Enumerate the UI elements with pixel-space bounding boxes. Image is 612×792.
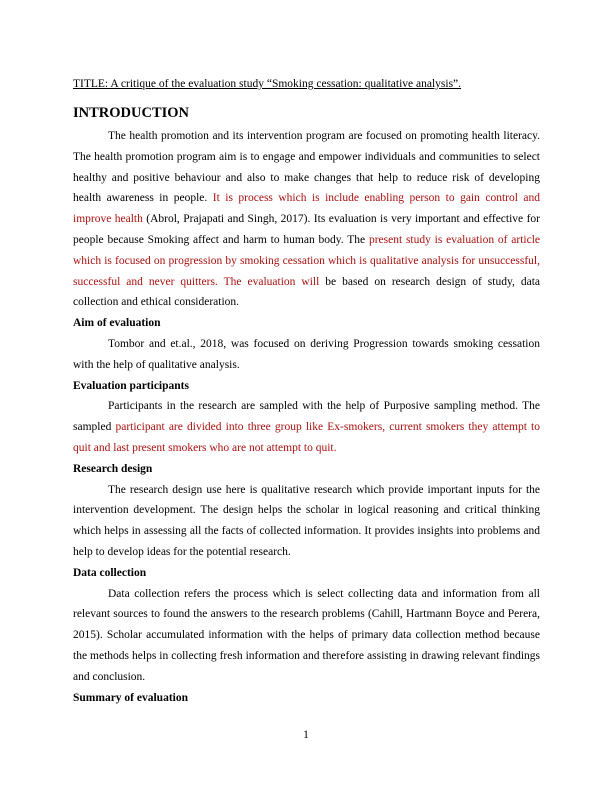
participants-text: Participants in the research are sampled with the help of Purposive sampling method. The sampled bbox=[73, 400, 540, 434]
collection-heading: Data collection bbox=[73, 566, 147, 579]
summary-heading: Summary of evaluation bbox=[73, 691, 188, 704]
aim-heading: Aim of evaluation bbox=[73, 317, 161, 330]
page-number: 1 bbox=[303, 729, 309, 741]
document-title: TITLE: A critique of the evaluation study “Smoking cessation: qualitative analysis”. bbox=[73, 78, 462, 90]
intro-text-1: The health promotion and its intervention program are focused on promoting health literacy. The health promotion program aim is to engage and empower individuals and communities to select healthy and positive behaviour and also to make changes that help to reduce risk of developing health awareness in people. bbox=[73, 130, 540, 205]
design-paragraph: The research design use here is qualitative research which provide important inputs for the intervention development. The design helps the scholar in logical reasoning and critical thinking which helps in assessing all the facts of collected information. It provides insights into problems and help to develop ideas for the potential research. bbox=[73, 483, 540, 558]
participants-paragraph bbox=[73, 396, 540, 458]
introduction-heading: INTRODUCTION bbox=[73, 105, 190, 121]
aim-paragraph: Tombor and et.al., 2018, was focused on deriving Progression towards smoking cessation with the help of qualitative analysis. bbox=[73, 337, 540, 371]
collection-paragraph: Data collection refers the process which is select collecting data and information from all relevant sources to found the answers to the research problems (Cahill, Hartmann Boyce and Perera, 2015). Scholar accumulated information with the helps of primary data collection method because the methods helps in collecting fresh information and therefore assisting in drawing relevant findings and conclusion. bbox=[73, 587, 540, 683]
design-heading: Research design bbox=[73, 462, 153, 475]
intro-highlight-2: present study is evaluation of article which is focused on progression by smoking cessation which is qualitative analysis for unsuccessful, successful and never quitters. The evaluation will bbox=[73, 233, 540, 288]
participants-heading: Evaluation participants bbox=[73, 379, 189, 392]
introduction-paragraph bbox=[73, 126, 540, 313]
intro-text-3: be based on research design of study, data collection and ethical consideration. bbox=[73, 275, 540, 309]
participants-highlight: participant are divided into three group like Ex-smokers, current smokers they attempt to quit and last present smokers who are not attempt to quit. bbox=[73, 421, 540, 454]
intro-text-2: (Abrol, Prajapati and Singh, 2017). Its evaluation is very important and effective for people because Smoking affect and harm to human body. The bbox=[73, 213, 540, 246]
intro-highlight-1: It is process which is include enabling person to gain control and improve health bbox=[73, 192, 540, 226]
document-page bbox=[73, 76, 540, 708]
